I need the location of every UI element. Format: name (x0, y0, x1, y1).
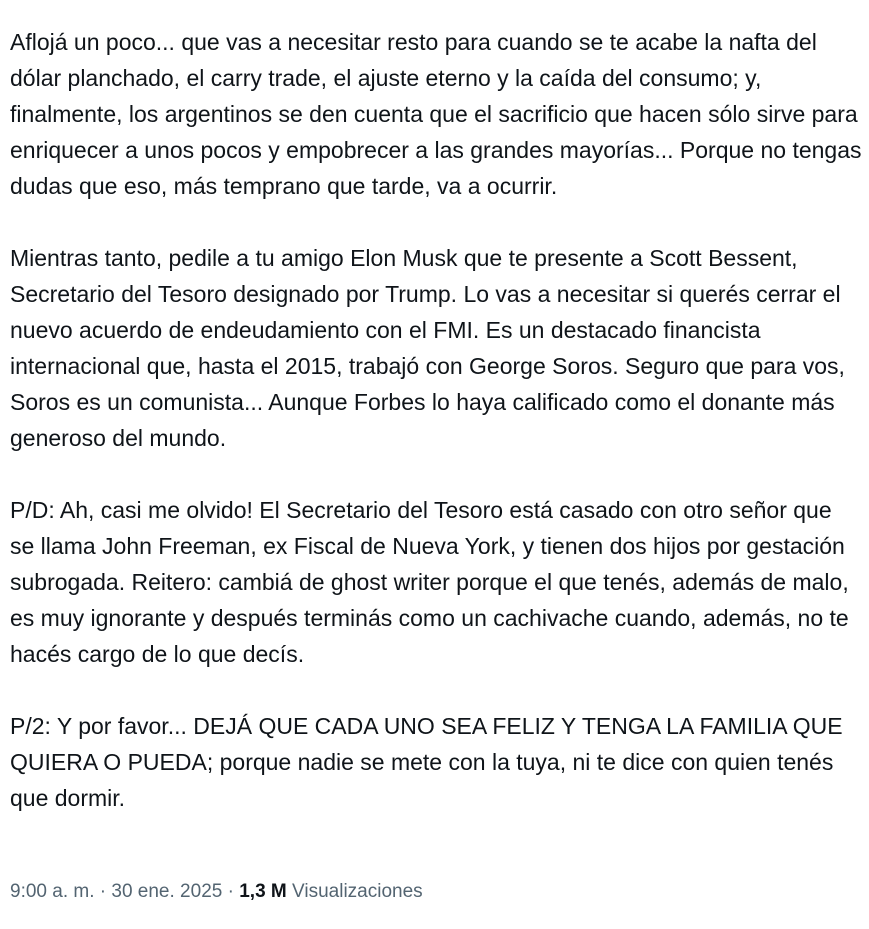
views-count: 1,3 M (239, 881, 287, 902)
tweet-paragraph-3: P/D: Ah, casi me olvido! El Secretario del Tesoro está casado con otro señor que se llama John Freeman, ex Fiscal de Nueva York, y tienen dos hijos por gestación subrogada. Reitero: cambiá de ghost writer porque el que tenés, además de malo, es muy ignorante y después terminás como un cachivache cuando, además, no te hacés cargo de lo que decís. (10, 497, 849, 667)
tweet-time: 9:00 a. m. (10, 881, 95, 902)
tweet-paragraph-2: Mientras tanto, pedile a tu amigo Elon Musk que te presente a Scott Bessent, Secretario del Tesoro designado por Trump. Lo vas a necesitar si querés cerrar el nuevo acuerdo de endeudamiento con el FMI. Es un destacado financista internacional que, hasta el 2015, trabajó con George Soros. Seguro que para vos, Soros es un comunista... Aunque Forbes lo haya calificado como el donante más generoso del mundo. (10, 245, 845, 451)
meta-separator: · (222, 881, 240, 902)
tweet-paragraph-1: Aflojá un poco... que vas a necesitar resto para cuando se te acabe la nafta del dólar planchado, el carry trade, el ajuste eterno y la caída del consumo; y, finalmente, los argentinos se den cuenta que el sacrificio que hacen sólo sirve para enriquecer a unos pocos y empobrecer a las grandes mayorías... Porque no tengas dudas que eso, más temprano que tarde, va a ocurrir. (10, 29, 862, 199)
tweet-metadata (10, 876, 423, 908)
tweet-paragraph-4: P/2: Y por favor... DEJÁ QUE CADA UNO SEA FELIZ Y TENGA LA FAMILIA QUE QUIERA O PUEDA; porque nadie se mete con la tuya, ni te dice con quien tenés que dormir. (10, 713, 843, 811)
tweet-timestamp-link[interactable] (10, 881, 222, 902)
meta-separator: · (94, 881, 112, 902)
views-link[interactable]: Visualizaciones (292, 881, 423, 902)
tweet-text (10, 24, 862, 816)
tweet-date: 30 ene. 2025 (111, 881, 223, 902)
